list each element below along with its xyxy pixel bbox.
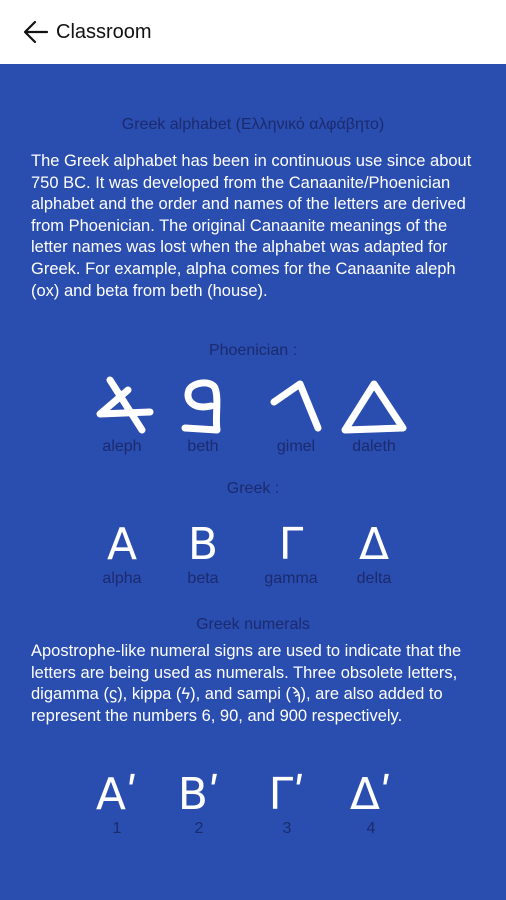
page-title: Classroom bbox=[56, 20, 152, 43]
phoenician-letters bbox=[0, 376, 506, 486]
alphabet-title: Greek alphabet (Ελληνικό αλφάβητο) bbox=[121, 116, 385, 133]
numeral-3 bbox=[242, 770, 332, 838]
numerals-description: Apostrophe-like numeral signs are used to indicate that the letters are being used as numerals. Three obsolete letters, digamma (ϛ), kippa (ϟ), and sampi (ϡ), are also added to represent the numbers 6, 90, and 900 respectively. bbox=[31, 642, 462, 725]
phoenician-aleph-glyph bbox=[90, 376, 154, 438]
greek-heading: Greek : bbox=[226, 480, 280, 497]
arrow-left-icon bbox=[23, 19, 49, 45]
greek-alpha-glyph: Α bbox=[106, 519, 138, 570]
phoenician-daleth-glyph bbox=[339, 376, 409, 438]
phoenician-beth bbox=[158, 376, 248, 456]
greek-gamma-label: gamma bbox=[264, 570, 318, 587]
numeral-4-glyph: Δʹ bbox=[349, 769, 393, 820]
greek-delta bbox=[329, 520, 419, 588]
numeral-1-value: 1 bbox=[112, 820, 122, 837]
phoenician-heading: Phoenician : bbox=[208, 342, 298, 359]
phoenician-aleph bbox=[77, 376, 167, 456]
phoenician-gimel bbox=[251, 376, 341, 456]
phoenician-gimel-label: gimel bbox=[276, 438, 316, 455]
phoenician-daleth bbox=[329, 376, 419, 456]
greek-beta-glyph: Β bbox=[187, 519, 219, 570]
numeral-3-value: 3 bbox=[282, 820, 292, 837]
phoenician-daleth-label: daleth bbox=[352, 438, 396, 455]
app-bar bbox=[0, 0, 506, 64]
numeral-2-value: 2 bbox=[194, 820, 204, 837]
greek-delta-label: delta bbox=[356, 570, 392, 587]
numerals-heading: Greek numerals bbox=[196, 616, 310, 633]
numeral-4 bbox=[326, 770, 416, 838]
greek-beta bbox=[158, 520, 248, 588]
lesson-content bbox=[0, 64, 506, 900]
back-button[interactable] bbox=[12, 8, 60, 56]
phoenician-beth-glyph bbox=[171, 376, 235, 438]
greek-alpha-label: alpha bbox=[102, 570, 142, 587]
numeral-1-glyph: Αʹ bbox=[95, 769, 139, 820]
phoenician-gimel-glyph bbox=[264, 376, 328, 438]
greek-beta-label: beta bbox=[187, 570, 219, 587]
phoenician-aleph-label: aleph bbox=[102, 438, 142, 455]
greek-gamma bbox=[246, 520, 336, 588]
numeral-4-value: 4 bbox=[366, 820, 376, 837]
greek-delta-glyph: Δ bbox=[358, 519, 390, 570]
numeral-1 bbox=[72, 770, 162, 838]
alphabet-description: The Greek alphabet has been in continuous use since about 750 BC. It was developed from the Canaanite/Phoenician alphabet and the order and names of the letters are derived from Phoenician. The original Canaanite meanings of the letter names was lost when the alphabet was adapted for Greek. For example, alpha comes for the Canaanite aleph (ox) and beta from beth (house). bbox=[31, 152, 472, 300]
phoenician-beth-label: beth bbox=[187, 438, 219, 455]
numeral-2 bbox=[154, 770, 244, 838]
greek-alpha bbox=[77, 520, 167, 588]
greek-letters bbox=[0, 520, 506, 630]
numeral-3-glyph: Γʹ bbox=[268, 769, 306, 820]
greek-numerals bbox=[0, 770, 506, 880]
greek-gamma-glyph: Γ bbox=[278, 519, 304, 570]
numeral-2-glyph: Βʹ bbox=[177, 769, 221, 820]
